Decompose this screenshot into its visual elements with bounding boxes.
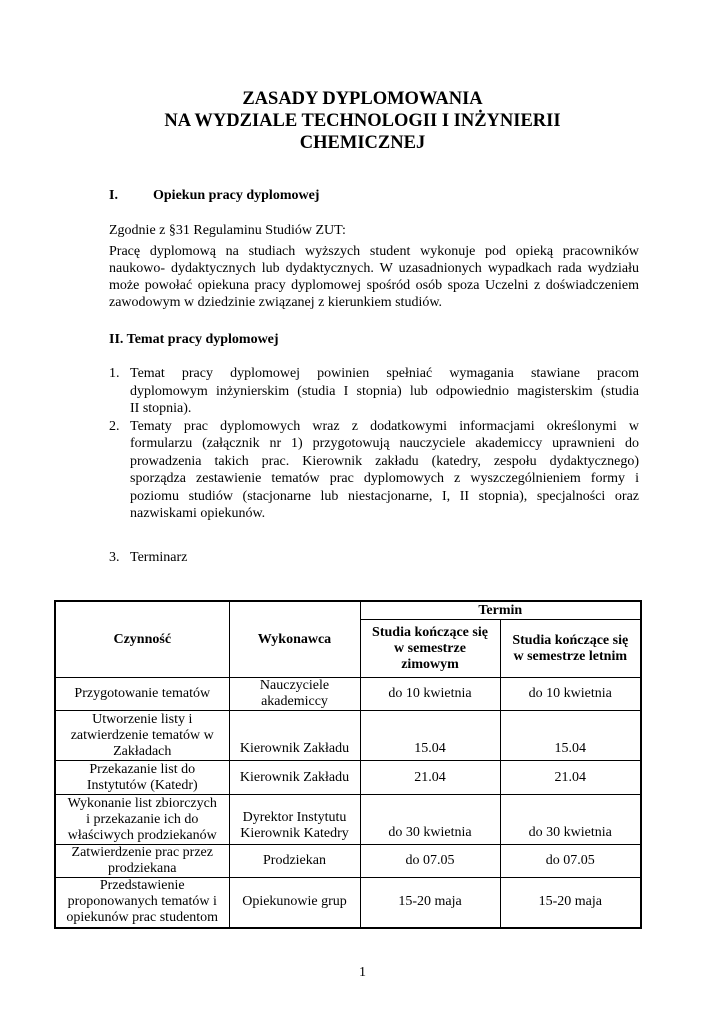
list-line: II stopnia). <box>130 401 192 416</box>
list-item-terminarz <box>109 549 639 567</box>
table-header-row <box>55 601 641 620</box>
header-activity: Czynność <box>55 601 229 678</box>
section-2-list <box>109 365 639 523</box>
section-1-title: Opiekun pracy dyplomowej <box>153 188 320 203</box>
table-row <box>55 795 641 845</box>
list-line: sporządza zestawienie tematów prac dyplomowych z wyszczególnieniem formy i <box>130 471 639 486</box>
header-term: Termin <box>360 601 641 620</box>
cell-winter: do 07.05 <box>360 845 500 878</box>
cell-activity: Przedstawienie proponowanych tematów i opiekunów prac studentom <box>55 878 229 928</box>
intro-text: Zgodnie z §31 Regulaminu Studiów ZUT: <box>109 223 346 238</box>
table-row <box>55 711 641 761</box>
paragraph-line: zawodowym w dziedzinie związanej z kierunkiem studiów. <box>109 295 443 310</box>
list-line: prowadzenia takich prac. Kierownik zakładu (katedry, zespołu dydaktycznego) <box>130 453 639 469</box>
cell-performer: Opiekunowie grup <box>229 878 360 928</box>
table-row <box>55 678 641 711</box>
document-title <box>0 88 725 154</box>
list-line: Terminarz <box>130 550 188 565</box>
page-number: 1 <box>359 965 366 980</box>
cell-winter: 21.04 <box>360 761 500 795</box>
cell-performer: Kierownik Zakładu <box>229 711 360 761</box>
cell-performer: Nauczyciele akademiccy <box>229 678 360 711</box>
list-item <box>109 365 639 418</box>
title-line-2: NA WYDZIALE TECHNOLOGII I INŻYNIERII <box>164 111 561 131</box>
list-line: Temat pracy dyplomowej powinien spełniać wymagania stawiane pracom <box>130 366 639 381</box>
cell-winter: do 30 kwietnia <box>360 795 500 845</box>
list-marker: 2. <box>109 418 120 434</box>
section-1-heading <box>109 187 319 205</box>
table-row <box>55 761 641 795</box>
cell-activity: Utworzenie listy i zatwierdzenie tematów w Zakładach <box>55 711 229 761</box>
cell-activity: Przekazanie list do Instytutów (Katedr) <box>55 761 229 795</box>
list-line: formularzu (załącznik nr 1) przygotowują nauczyciele akademiccy uprawnieni do <box>130 436 639 451</box>
list-item <box>109 418 639 523</box>
cell-summer: 15.04 <box>500 711 641 761</box>
cell-winter: 15-20 maja <box>360 878 500 928</box>
cell-activity: Wykonanie list zbiorczych i przekazanie ich do właściwych prodziekanów <box>55 795 229 845</box>
cell-summer: do 07.05 <box>500 845 641 878</box>
paragraph-line: może powołać opiekuna pracy dyplomowej spośród osób spoza Uczelni z doświadczeniem <box>109 278 639 293</box>
cell-summer: 21.04 <box>500 761 641 795</box>
cell-activity: Przygotowanie tematów <box>55 678 229 711</box>
cell-performer: Kierownik Zakładu <box>229 761 360 795</box>
table-row <box>55 878 641 928</box>
list-line: poziomu studiów (stacjonarne lub niestacjonarne, I, II stopnia), specjalności oraz <box>130 488 639 504</box>
header-summer: Studia kończące się w semestrze letnim <box>500 620 641 678</box>
title-line-1: ZASADY DYPLOMOWANIA <box>242 89 483 109</box>
paragraph-line: Pracę dyplomową na studiach wyższych student wykonuje pod opieką pracowników <box>109 244 639 259</box>
table-row <box>55 845 641 878</box>
title-line-3: CHEMICZNEJ <box>299 133 426 153</box>
cell-winter: 15.04 <box>360 711 500 761</box>
list-line: nazwiskami opiekunów. <box>130 506 266 521</box>
cell-activity: Zatwierdzenie prac przez prodziekana <box>55 845 229 878</box>
section-1-number: I. <box>109 188 118 203</box>
cell-winter: do 10 kwietnia <box>360 678 500 711</box>
schedule-table <box>54 600 642 929</box>
header-winter: Studia kończące się w semestrze zimowym <box>360 620 500 678</box>
section-2-heading <box>109 331 279 349</box>
cell-performer: Prodziekan <box>229 845 360 878</box>
list-line: dyplomowym inżynierskim (studia I stopnia) lub odpowiednio magisterskim (studia <box>130 383 639 399</box>
paragraph-line: naukowo- dydaktycznych lub dydaktycznych. W uzasadnionych wypadkach rada wydziału <box>109 261 639 276</box>
cell-performer: Dyrektor Instytutu Kierownik Katedry <box>229 795 360 845</box>
cell-summer: 15-20 maja <box>500 878 641 928</box>
list-marker: 3. <box>109 550 120 565</box>
cell-summer: do 10 kwietnia <box>500 678 641 711</box>
list-line: Tematy prac dyplomowych wraz z dodatkowymi informacjami określonymi w <box>130 418 639 434</box>
header-performer: Wykonawca <box>229 601 360 678</box>
list-marker: 1. <box>109 366 120 381</box>
section-2-title: II. Temat pracy dyplomowej <box>109 332 279 347</box>
section-1-paragraph <box>109 243 639 311</box>
cell-summer: do 30 kwietnia <box>500 795 641 845</box>
section-1-intro <box>109 222 639 239</box>
